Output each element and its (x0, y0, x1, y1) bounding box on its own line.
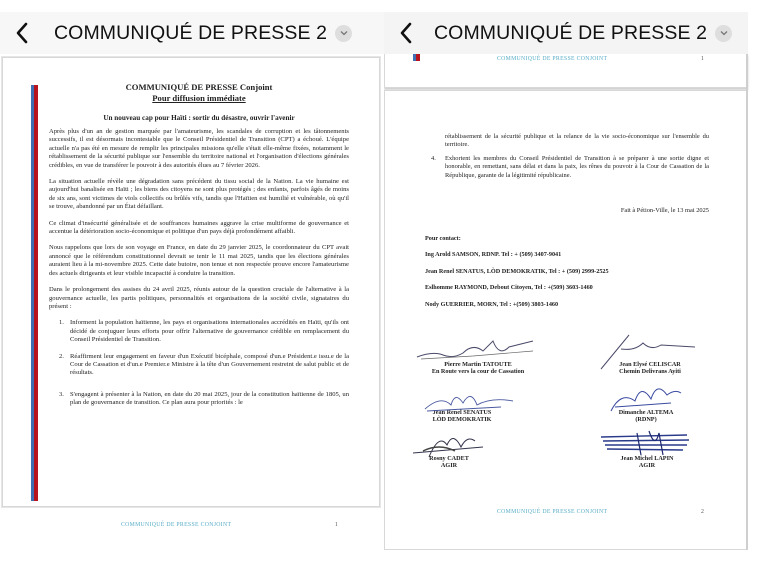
paragraph: Nous rappelons que lors de son voyage en France, en date du 29 janvier 2025, le coordonnateur du CPT avait annoncé que le référendum constitutionnel devrait se tenir le 11 mai 2025, tandis que les élections générales auraient lieu à la mi-novembre 2025. Cette date butoire, non tenue et non respectée prouve encore l'amateurisme des actuels dirigeants et leur visible incapacité à conduire la transition. (49, 244, 349, 277)
page-footer: COMMUNIQUÉ DE PRESSE CONJOINT (121, 522, 232, 528)
signatory-block: Pierre Martin TATOUTE En Route vers la cour de Cassation (413, 361, 543, 376)
flag-border-decoration (413, 54, 420, 61)
chevron-left-icon (15, 22, 29, 44)
list-item: 4. Exhortent les membres du Conseil Présidentiel de Transition à se préparer à une sortie digne et honorable, en remettant, sans délai et dans la paix, les rênes du pouvoir à la Cour de Cassation de la République, garante de la légitimité républicaine. (431, 155, 709, 179)
chevron-down-icon (340, 30, 348, 36)
signatory-block: Jean Michel LAPIN AGIR (597, 455, 697, 470)
signatory-block: Rosny CADET AGIR (409, 455, 489, 470)
paragraph: Dans le prolongement des assises du 24 avril 2025, réunis autour de la question cruciale de l'alternative à la gouvernance actuelle, les partis politiques, personnalités et organisations de la société civile, signataires du présent : (49, 286, 349, 310)
contact-line: Jean Renel SENATUS, LÒD DEMOKRATIK, Tel : + (509) 2999-2525 (425, 268, 609, 275)
back-button[interactable] (4, 12, 40, 54)
press-release-heading: COMMUNIQUÉ DE PRESSE Conjoint (125, 82, 273, 92)
back-button[interactable] (388, 12, 424, 54)
page-number: 1 (335, 522, 338, 528)
chevron-down-icon (720, 30, 728, 36)
document-title: COMMUNIQUÉ DE PRESSE 2 (54, 21, 328, 44)
paragraph: Après plus d'un an de gestion marquée par l'amateurisme, les scandales de corruption et les tâtonnements successifs, il est désormais incontestable que le Conseil Présidentiel de Transition (CPT) a échoué. L'équipe actuelle n'a pas été en mesure de remplir les principales missions qu'elle s'était elle-même fixées, notamment le rétablissement de la sécurité publique sur l'ensemble du territoire national et l'organisation d'élections générales crédibles, en vue de transférer le pouvoir à des autorités élues au 7 février 2026. (49, 128, 349, 169)
place-date: Fait à Pétion-Ville, le 13 mai 2025 (620, 207, 709, 214)
document-page-1-bottom[interactable] (384, 54, 748, 88)
paragraph: La situation actuelle révèle une dégradation sans précédent du tissu social de la Nation. La vie humaine est aujourd'hui banalisée en Haïti ; les biens des citoyens ne sont plus protégés ; des enfants, parfois âgés de moins de six ans, sont victimes de viols collectifs ou brûlés vifs, tandis que l'Haïtien est humilié et vulnérable, où qu'il se trouve, abandonné par un État défaillant. (49, 178, 349, 211)
chevron-left-icon (399, 22, 413, 44)
contact-line: Eslhomme RAYMOND, Debout Citoyen, Tel : +(509) 3603-1460 (425, 284, 593, 291)
press-release-tagline: Un nouveau cap pour Haïti : sortir du désastre, ouvrir l'avenir (103, 114, 295, 122)
signatory-block: Jean Elysé CELISCAR Chemin Delivrans Ayiti (595, 361, 705, 376)
list-item: 3. S'engagent à présenter à la Nation, en date du 20 mai 2025, jour de la constitution haïtienne de 1805, un plan de gouvernance de transition. Ce plan aura pour priorités : le (59, 390, 349, 407)
list-item: 1. Informent la population haïtienne, les pays et organisations internationales accrédités en Haïti, qu'ils ont décidé de conjuguer leurs efforts pour offrir l'alternative de gouvernance crédible en remplacement du Conseil Présidentiel de Transition. (59, 319, 349, 344)
contact-line: Ing Arold SAMSON, RDNP. Tel : + (509) 3407-9041 (425, 251, 562, 258)
flag-border-decoration (31, 85, 38, 501)
page-number: 1 (701, 56, 704, 62)
document-page-1[interactable] (2, 57, 380, 528)
list-item: 2. Réaffirment leur engagement en faveur d'un Exécutif bicéphale, composé d'un.e Président.e issu.e de la Cour de Cassation et d'un.e Premier.e Ministre à la tête d'un Gouvernement restreint de salut public et de résultats. (59, 352, 349, 377)
continuation-text: rétablissement de la sécurité publique et la relance de la vie socio-économique sur l'ensemble du territoire. (445, 133, 709, 149)
scrollbar[interactable] (746, 54, 748, 550)
page-footer: COMMUNIQUÉ DE PRESSE CONJOINT (497, 509, 608, 515)
contact-heading: Pour contact: (425, 235, 461, 242)
contact-line: Nody GUERRIER, MORN, Tel : +(509) 3803-1460 (425, 301, 559, 308)
right-document-viewer (384, 0, 768, 565)
page-number: 2 (701, 509, 704, 515)
document-page-2[interactable] (384, 90, 748, 550)
signatory-block: Dimanche ALTEMA (RDNP) (601, 409, 691, 424)
signatory-block: Jean Renel SENATUS LÒD DEMOKRATIK (417, 409, 507, 424)
page-footer: COMMUNIQUÉ DE PRESSE CONJOINT (497, 56, 608, 62)
document-title: COMMUNIQUÉ DE PRESSE 2 (434, 21, 708, 44)
page-1-content (49, 82, 349, 416)
press-release-subheading: Pour diffusion immédiate (152, 93, 246, 103)
paragraph: Ce climat d'insécurité généralisée et de souffrances humaines aggrave la crise multiforme de gouvernance et accentue la détérioration socio-économique et politique d'un pays déjà profondément affaibli. (49, 219, 349, 236)
signature-scribble (413, 337, 543, 363)
left-header-bar (0, 12, 384, 54)
title-menu-button[interactable] (335, 25, 352, 42)
title-menu-button[interactable] (715, 25, 732, 42)
right-header-bar (384, 12, 748, 54)
